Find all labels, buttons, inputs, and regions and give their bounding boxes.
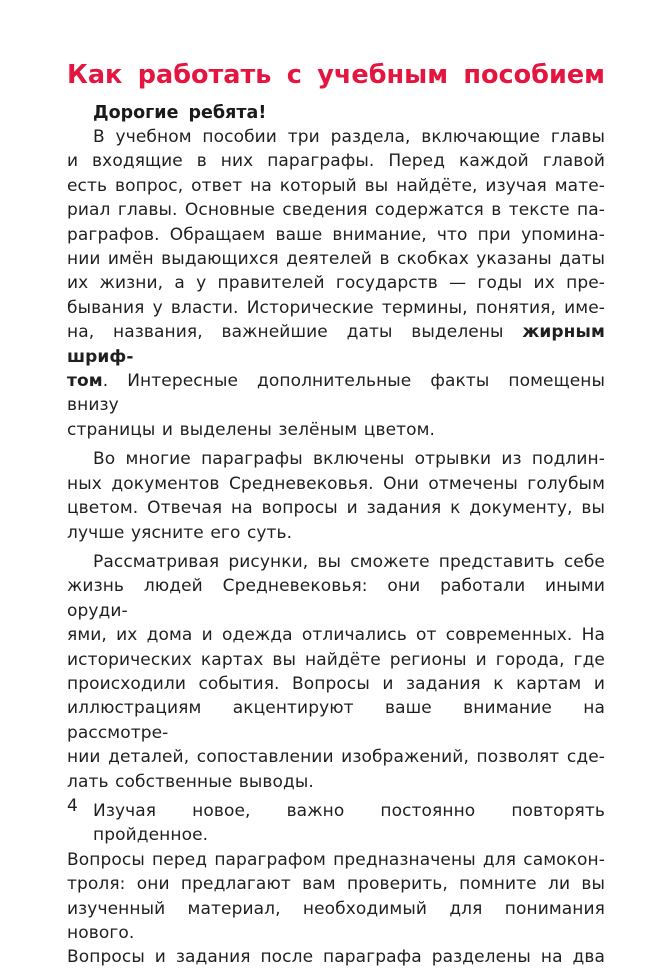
paragraph-illustrations (67, 550, 605, 794)
text-line: ных документов Средневековья. Они отмечены голубым (67, 473, 605, 494)
bold-text: том (67, 371, 103, 392)
text-line: лучше уясните его суть. (67, 522, 293, 543)
text-line: раграфов. Обращаем ваше внимание, что при упомина- (67, 224, 605, 245)
text-line: риал главы. Основные сведения содержатся в тексте па- (67, 200, 605, 221)
page-number: 4 (67, 796, 78, 816)
page-title: Как работать с учебным пособием (67, 60, 605, 90)
text-line: Во многие параграфы включены отрывки из подлин- (93, 449, 605, 470)
text-segment: Интересные дополнительные факты помещены внизу (67, 371, 605, 416)
text-line: цветом. Отвечая на вопросы и задания к документу, вы (67, 498, 605, 519)
text-line: исторических картах вы найдёте регионы и города, где (67, 649, 605, 670)
text-line: ями, их дома и одежда отличались от современных. На (67, 625, 605, 646)
page-content (67, 58, 605, 970)
paragraph-structure (67, 125, 605, 442)
text-line: Рассматривая рисунки, вы сможете представить себе (93, 551, 605, 572)
text-line: жизнь людей Средневековья: они работали иными оруди- (67, 576, 605, 621)
text-line: В учебном пособии три раздела, включающие главы (93, 127, 605, 147)
text-line: их жизни, а у правителей государств — годы их пре- (67, 273, 605, 294)
text-line: нии деталей, сопоставлении изображений, позволят сде- (67, 747, 605, 768)
text-line: нии имён выдающихся деятелей в скобках указаны даты (67, 249, 605, 270)
text-line-with-bold (67, 320, 605, 369)
text-line: лать собственные выводы. (67, 771, 314, 792)
paragraph-documents (67, 447, 605, 545)
bold-text: жирным шриф- (67, 322, 605, 367)
text-line: Вопросы перед параграфом предназначены для самокон- (67, 849, 605, 870)
text-line: изученный материал, необходимый для понимания нового. (67, 898, 605, 943)
text-line: страницы и выделены зелёным цветом. (67, 419, 436, 440)
text-line: бывания у власти. Исторические термины, понятия, име- (67, 297, 605, 318)
greeting-heading: Дорогие ребята! (93, 103, 267, 123)
text-line: происходили события. Вопросы и задания к картам и (67, 673, 605, 694)
text-line: иллюстрациям акцентируют ваше внимание на рассмотре- (67, 698, 605, 743)
text-line: есть вопрос, ответ на который вы найдёте, изучая мате- (67, 175, 605, 196)
text-line: и входящие в них параграфы. Перед каждой главой (67, 151, 605, 172)
paragraph-review (67, 799, 605, 970)
text-line: Изучая новое, важно постоянно повторять пройденное. (93, 800, 605, 846)
text-segment: на, названия, важнейшие даты выделены (67, 322, 504, 343)
text-line: троля: они предлагают вам проверить, помните ли вы (67, 874, 605, 895)
text-line-with-bold: том. Интересные дополнительные факты помещены внизу (67, 371, 605, 416)
text-line: Вопросы и задания после параграфа разделены на два (67, 947, 605, 968)
